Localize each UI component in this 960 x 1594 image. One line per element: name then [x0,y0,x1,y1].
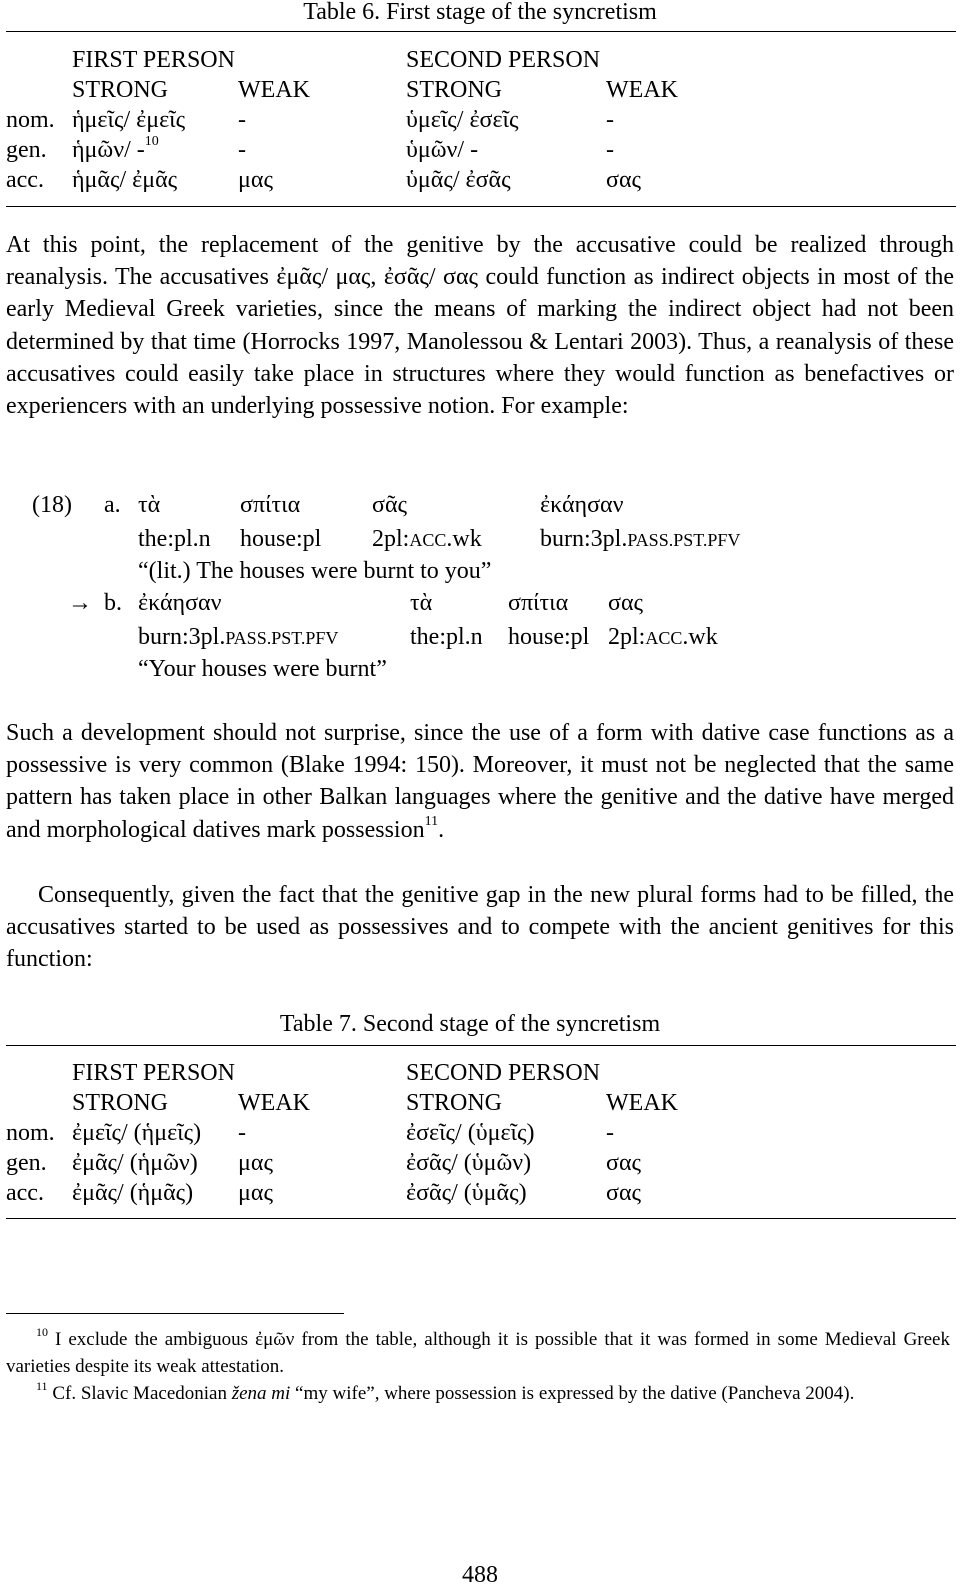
table6-nom-strong-1: ἡμεῖς/ ἐμεῖς [72,107,186,133]
table6-row-gen [6,135,954,165]
footnote-11 [6,1380,950,1407]
table7-row-nom [6,1118,954,1148]
table7-label-gen: gen. [6,1150,47,1176]
table7-nom-weak-1: - [238,1120,246,1146]
paragraph-consequently-text: Consequently, given the fact that the genitive gap in the new plural forms had to be filled, the accusatives started to be used as possessives and to compete with the ancient genitives for this function: [6,882,954,973]
footnote-ref-10[interactable]: 10 [144,134,159,149]
table7-gen-strong-1: ἐμᾶς/ (ἡμῶν) [72,1150,198,1176]
footnote-ref-11[interactable]: 11 [424,813,439,829]
table6-header-row-2 [6,75,954,105]
table6-label-acc: acc. [6,167,44,193]
example-a-word-2: σπίτια [240,492,301,518]
page-number: 488 [462,1562,498,1588]
footnote-11-example: žena mi [231,1383,291,1404]
example-a-word-3: σᾶς [372,492,408,518]
example-b-word-4: σας [608,590,644,616]
table7-bottom-rule [6,1218,956,1219]
example-b-gloss-4-case: ACC [645,628,683,648]
paragraph-development-text [6,717,954,846]
example-b-word-3: σπίτια [508,590,569,616]
paragraph-consequently [6,879,954,976]
footnote-separator [6,1313,344,1314]
table7 [6,1058,954,1208]
example-b-translation: “Your houses were burnt” [138,656,387,682]
example-a-gloss-4 [540,524,740,555]
example-b-gloss-4 [608,622,718,653]
example-a-gloss-3-post: .wk [446,526,482,552]
paragraph-development-end: . [438,816,445,843]
table7-first-person-header: FIRST PERSON [72,1060,235,1086]
table6-acc-strong-2: ὑμᾶς/ ἐσᾶς [406,167,511,193]
table7-header-strong-1: STRONG [72,1090,169,1116]
example-b-label: b. [104,590,122,616]
table7-nom-weak-2: - [606,1120,614,1146]
example-a-word-1: τὰ [138,492,161,518]
example-a-gloss-3 [372,524,482,555]
table6-second-person-header: SECOND PERSON [406,47,601,73]
example-b-gloss-4-post: .wk [682,624,718,650]
footnote-11-text-pre: Cf. Slavic Macedonian [47,1383,232,1404]
table7-acc-weak-1: μας [238,1180,273,1206]
table6-header-strong-2: STRONG [406,77,503,103]
table6-nom-strong-2: ὑμεῖς/ ἐσεῖς [406,107,519,133]
table6-label-nom: nom. [6,107,55,133]
example-a-gloss-3-pre: 2pl: [372,526,410,552]
table6 [6,45,954,195]
example-b-word-2: τὰ [410,590,433,616]
example-a-gloss-2: house:pl [240,526,322,552]
table7-nom-strong-2: ἐσεῖς/ (ὑμεῖς) [406,1120,535,1146]
table7-caption: Table 7. Second stage of the syncretism [279,1011,661,1037]
table7-row-gen [6,1148,954,1178]
paragraph-reanalysis-text: At this point, the replacement of the genitive by the accusative could be realized through reanalysis. The accusatives ἐμᾶς/ μας, ἐσᾶς/ σας could function as indirect objects in most of the early Medieval Greek varieties, since the means of marking the indirect object had not been determined by that time (Horrocks 1997, Manolessou & Lentari 2003). Thus, a reanalysis of these accusatives could easily take place in structures where they would function as benefactives or experiencers with an underlying possessive notion. For example: [6,232,954,420]
example-number: (18) [32,492,72,518]
table6-caption: Table 6. First stage of the syncretism [303,0,657,25]
table6-bottom-rule [6,206,956,207]
footnote-10-number: 10 [36,1325,48,1339]
table7-header-row-2 [6,1088,954,1118]
table6-first-person-header: FIRST PERSON [72,47,235,73]
footnote-10 [6,1326,950,1380]
table6-label-gen: gen. [6,137,47,163]
table7-gen-weak-1: μας [238,1150,273,1176]
table7-header-strong-2: STRONG [406,1090,503,1116]
table7-gen-strong-2: ἐσᾶς/ (ὑμῶν) [406,1150,532,1176]
table6-row-nom [6,105,954,135]
table6-nom-weak-1: - [238,107,246,133]
table7-header-weak-2: WEAK [606,1090,678,1116]
table7-second-person-header: SECOND PERSON [406,1060,601,1086]
table6-header-row-1 [6,45,954,75]
table6-acc-weak-2: σας [606,167,642,193]
example-a-gloss-1: the:pl.n [138,526,211,552]
example-b-gloss-1-pre: burn:3pl. [138,624,226,650]
footnote-11-number: 11 [36,1379,48,1393]
example-b-gloss-3: house:pl [508,624,590,650]
table6-gen-weak-1: - [238,137,246,163]
table6-acc-weak-1: μας [238,167,273,193]
table7-acc-strong-1: ἐμᾶς/ (ἡμᾶς) [72,1180,194,1206]
table6-nom-weak-2: - [606,107,614,133]
table6-acc-strong-1: ἡμᾶς/ ἐμᾶς [72,167,178,193]
table6-header-strong-1: STRONG [72,77,169,103]
paragraph-development [6,717,954,846]
footnote-10-text: I exclude the ambiguous ἐμῶν from the table, although it is possible that it was formed in some Medieval Greek varieties despite its weak attestation. [6,1329,950,1377]
table7-label-nom: nom. [6,1120,55,1146]
table6-gen-strong-2: ὑμῶν/ - [406,137,479,163]
table6-gen-strong-1 [72,135,159,165]
table7-nom-strong-1: ἐμεῖς/ (ἡμεῖς) [72,1120,202,1146]
example-a-label: a. [104,492,121,518]
table7-acc-weak-2: σας [606,1180,642,1206]
derivation-arrow-icon: → [68,590,92,616]
table7-label-acc: acc. [6,1180,44,1206]
table7-header-weak-1: WEAK [238,1090,310,1116]
table6-row-acc [6,165,954,195]
example-b-gloss-4-pre: 2pl: [608,624,646,650]
footnote-11-text-post: “my wife”, where possession is expressed by the dative (Pancheva 2004). [290,1383,855,1404]
table6-gen-strong-1-text: ἡμῶν/ - [72,137,145,163]
example-b-gloss-2: the:pl.n [410,624,483,650]
example-b-word-1: ἐκάησαν [138,590,222,616]
example-a-word-4: ἐκάησαν [540,492,624,518]
table6-top-rule [6,31,956,32]
table7-gen-weak-2: σας [606,1150,642,1176]
paragraph-reanalysis [6,229,954,422]
table6-gen-weak-2: - [606,137,614,163]
table6-header-weak-2: WEAK [606,77,678,103]
paragraph-development-body: Such a development should not surprise, since the use of a form with dative case functions as a possessive is very common (Blake 1994: 150). Moreover, it must not be neglected that the same pattern has taken place in other Balkan languages where the genitive and the dative have merged and morphological datives mark possession [6,720,954,843]
example-a-translation: “(lit.) The houses were burnt to you” [138,558,492,584]
table7-top-rule [6,1045,956,1046]
footnotes [6,1326,950,1407]
example-a-gloss-4-pre: burn:3pl. [540,526,628,552]
example-a-gloss-3-case: ACC [409,530,447,550]
table6-header-weak-1: WEAK [238,77,310,103]
table7-header-row-1 [6,1058,954,1088]
example-a-gloss-4-tam: PASS.PST.PFV [627,530,741,550]
table7-acc-strong-2: ἐσᾶς/ (ὑμᾶς) [406,1180,527,1206]
example-b-gloss-1 [138,622,338,653]
table7-row-acc [6,1178,954,1208]
example-b-gloss-1-tam: PASS.PST.PFV [225,628,339,648]
